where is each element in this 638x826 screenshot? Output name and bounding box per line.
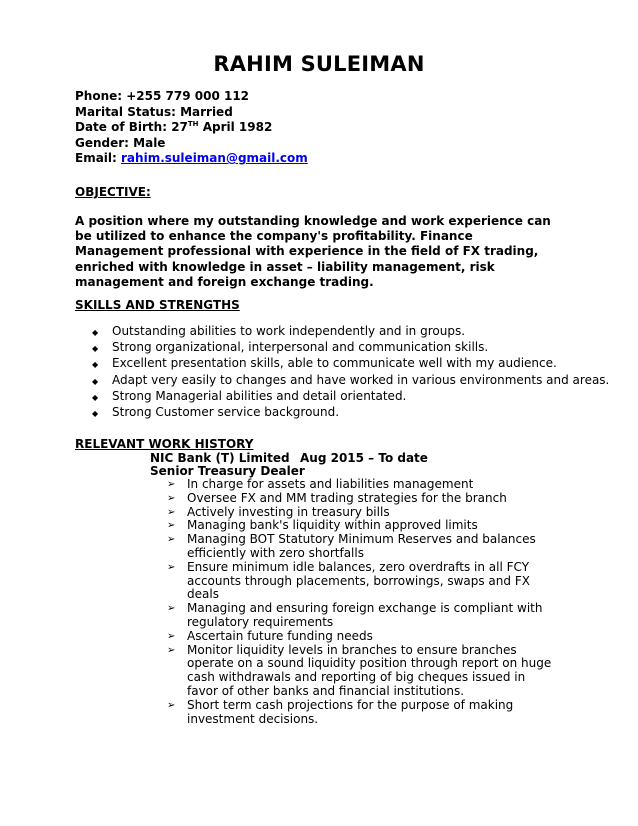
company-name: NIC Bank (T) Limited — [150, 451, 290, 465]
arrow-bullet-icon: ➢ — [167, 506, 176, 518]
dob-suffix: April 1982 — [198, 120, 273, 134]
diamond-bullet-icon: ◆ — [92, 360, 99, 370]
phone-line: Phone: +255 779 000 112 — [75, 89, 250, 103]
arrow-bullet-icon: ➢ — [167, 479, 176, 490]
list-item: ➢ Monitor liquidity levels in branches to ensure branches operate on a sound liquidity position through report on huge cash withdrawals and reporting of big cheques issued in favor of other banks and financial institutions. — [167, 642, 552, 698]
list-item: ◆ Strong organizational, interpersonal and communication skills. — [92, 340, 609, 356]
list-item: ➢ Actively investing in treasury bills — [167, 504, 390, 519]
arrow-bullet-icon: ➢ — [167, 644, 176, 656]
diamond-bullet-icon: ◆ — [92, 376, 99, 386]
dob-prefix: Date of Birth: 27 — [75, 120, 188, 134]
list-item: ➢ In charge for assets and liabilities management — [167, 477, 474, 491]
candidate-name: RAHIM SULEIMAN — [213, 52, 425, 76]
arrow-bullet-icon: ➢ — [167, 520, 176, 532]
list-item: ◆ Strong Managerial abilities and detail orientated. — [92, 389, 609, 405]
list-item: ◆ Adapt very easily to changes and have worked in various environments and areas. — [92, 373, 609, 389]
marital-status-line: Marital Status: Married — [75, 104, 233, 119]
job-title: Senior Treasury Dealer — [150, 464, 305, 478]
list-item: ◆ Outstanding abilities to work independently and in groups. — [92, 324, 609, 340]
list-item: ➢ Ascertain future funding needs — [167, 628, 373, 643]
skills-list — [92, 324, 609, 421]
arrow-bullet-icon: ➢ — [167, 561, 176, 573]
email-line — [75, 151, 308, 167]
list-item: ➢ Ensure minimum idle balances, zero overdrafts in all FCY accounts through placements, borrowings, swaps and FX deals — [167, 559, 530, 602]
job-dates: Aug 2015 – To date — [300, 451, 428, 465]
diamond-bullet-icon: ◆ — [92, 328, 99, 337]
arrow-bullet-icon: ➢ — [167, 534, 176, 546]
arrow-bullet-icon: ➢ — [167, 699, 176, 711]
dob-superscript: TH — [187, 120, 199, 128]
list-item: ◆ Strong Customer service background. — [92, 405, 609, 421]
list-item: ➢ Short term cash projections for the purpose of making investment decisions. — [167, 697, 514, 726]
objective-heading: OBJECTIVE: — [75, 185, 151, 199]
email-label: Email: — [75, 151, 122, 165]
duties-list — [167, 478, 557, 726]
diamond-bullet-icon: ◆ — [92, 392, 99, 402]
diamond-bullet-icon: ◆ — [92, 409, 99, 419]
date-of-birth-line — [75, 120, 308, 136]
email-link[interactable]: rahim.suleiman@gmail.com — [121, 151, 308, 165]
arrow-bullet-icon: ➢ — [167, 492, 176, 504]
diamond-bullet-icon: ◆ — [92, 344, 99, 354]
arrow-bullet-icon: ➢ — [167, 630, 176, 642]
gender-line: Gender: Male — [75, 135, 166, 150]
work-history-heading: RELEVANT WORK HISTORY — [75, 437, 254, 451]
list-item: ➢ Managing bank's liquidity within approved limits — [167, 518, 478, 533]
contact-block — [75, 89, 308, 167]
list-item: ◆ Excellent presentation skills, able to communicate well with my audience. — [92, 356, 609, 372]
list-item: ➢ Managing BOT Statutory Minimum Reserves and balances efficiently with zero shortfalls — [167, 532, 536, 560]
skills-heading: SKILLS AND STRENGTHS — [75, 298, 240, 312]
list-item: ➢ Oversee FX and MM trading strategies for the branch — [167, 490, 507, 505]
objective-text: A position where my outstanding knowledge and work experience can be utilized to enhance the company's profitability. Finance Management professional with experience in the field of FX trading, enriched with knowledge in asset – liability management, risk management and foreign exchange trading. — [75, 214, 551, 289]
list-item: ➢ Managing and ensuring foreign exchange is compliant with regulatory requirements — [167, 601, 543, 629]
arrow-bullet-icon: ➢ — [167, 603, 176, 615]
